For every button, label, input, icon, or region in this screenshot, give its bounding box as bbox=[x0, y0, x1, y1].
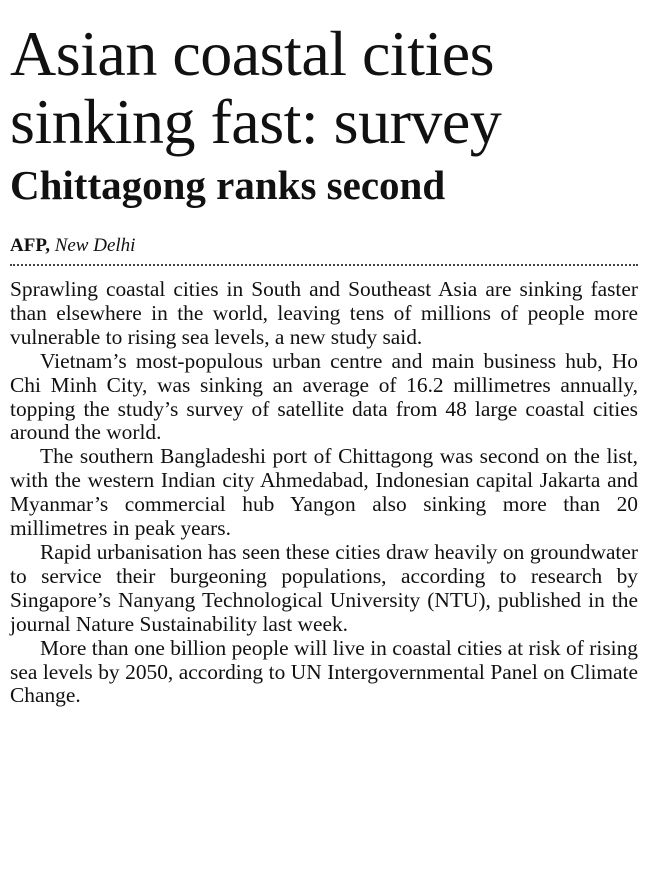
article-paragraph: More than one billion people will live in coastal cities at risk of rising sea levels by 2050, according to UN Intergovernmental Panel on Climate Change. bbox=[10, 635, 638, 708]
byline-agency: AFP, bbox=[10, 235, 50, 256]
article-paragraph: Rapid urbanisation has seen these cities draw heavily on groundwater to service their burgeoning populations, according to research by Singapore’s Nanyang Technological University (NTU), published in the journal Nature Sustainability last week. bbox=[10, 539, 638, 636]
article-paragraph: Vietnam’s most-populous urban centre and main business hub, Ho Chi Minh City, was sinking an average of 16.2 millimetres annually, topping the study’s survey of satellite data from 48 large coastal cities around the world. bbox=[10, 348, 638, 445]
article-paragraph: The southern Bangladeshi port of Chittagong was second on the list, with the western Indian city Ahmedabad, Indonesian capital Jakarta and Myanmar’s commercial hub Yangon also sinking more than 20 millimetres in peak years. bbox=[10, 444, 638, 541]
byline bbox=[10, 234, 638, 258]
headline: Asian coastal cities sinking fast: survey bbox=[10, 18, 502, 157]
subheadline: Chittagong ranks second bbox=[10, 162, 446, 208]
article-body bbox=[10, 278, 638, 708]
dotted-divider bbox=[10, 264, 638, 266]
news-article bbox=[10, 0, 638, 708]
byline-dateline: New Delhi bbox=[54, 235, 136, 256]
article-paragraph: Sprawling coastal cities in South and Southeast Asia are sinking faster than elsewhere in the world, leaving tens of millions of people more vulnerable to rising sea levels, a new study said. bbox=[10, 277, 638, 349]
